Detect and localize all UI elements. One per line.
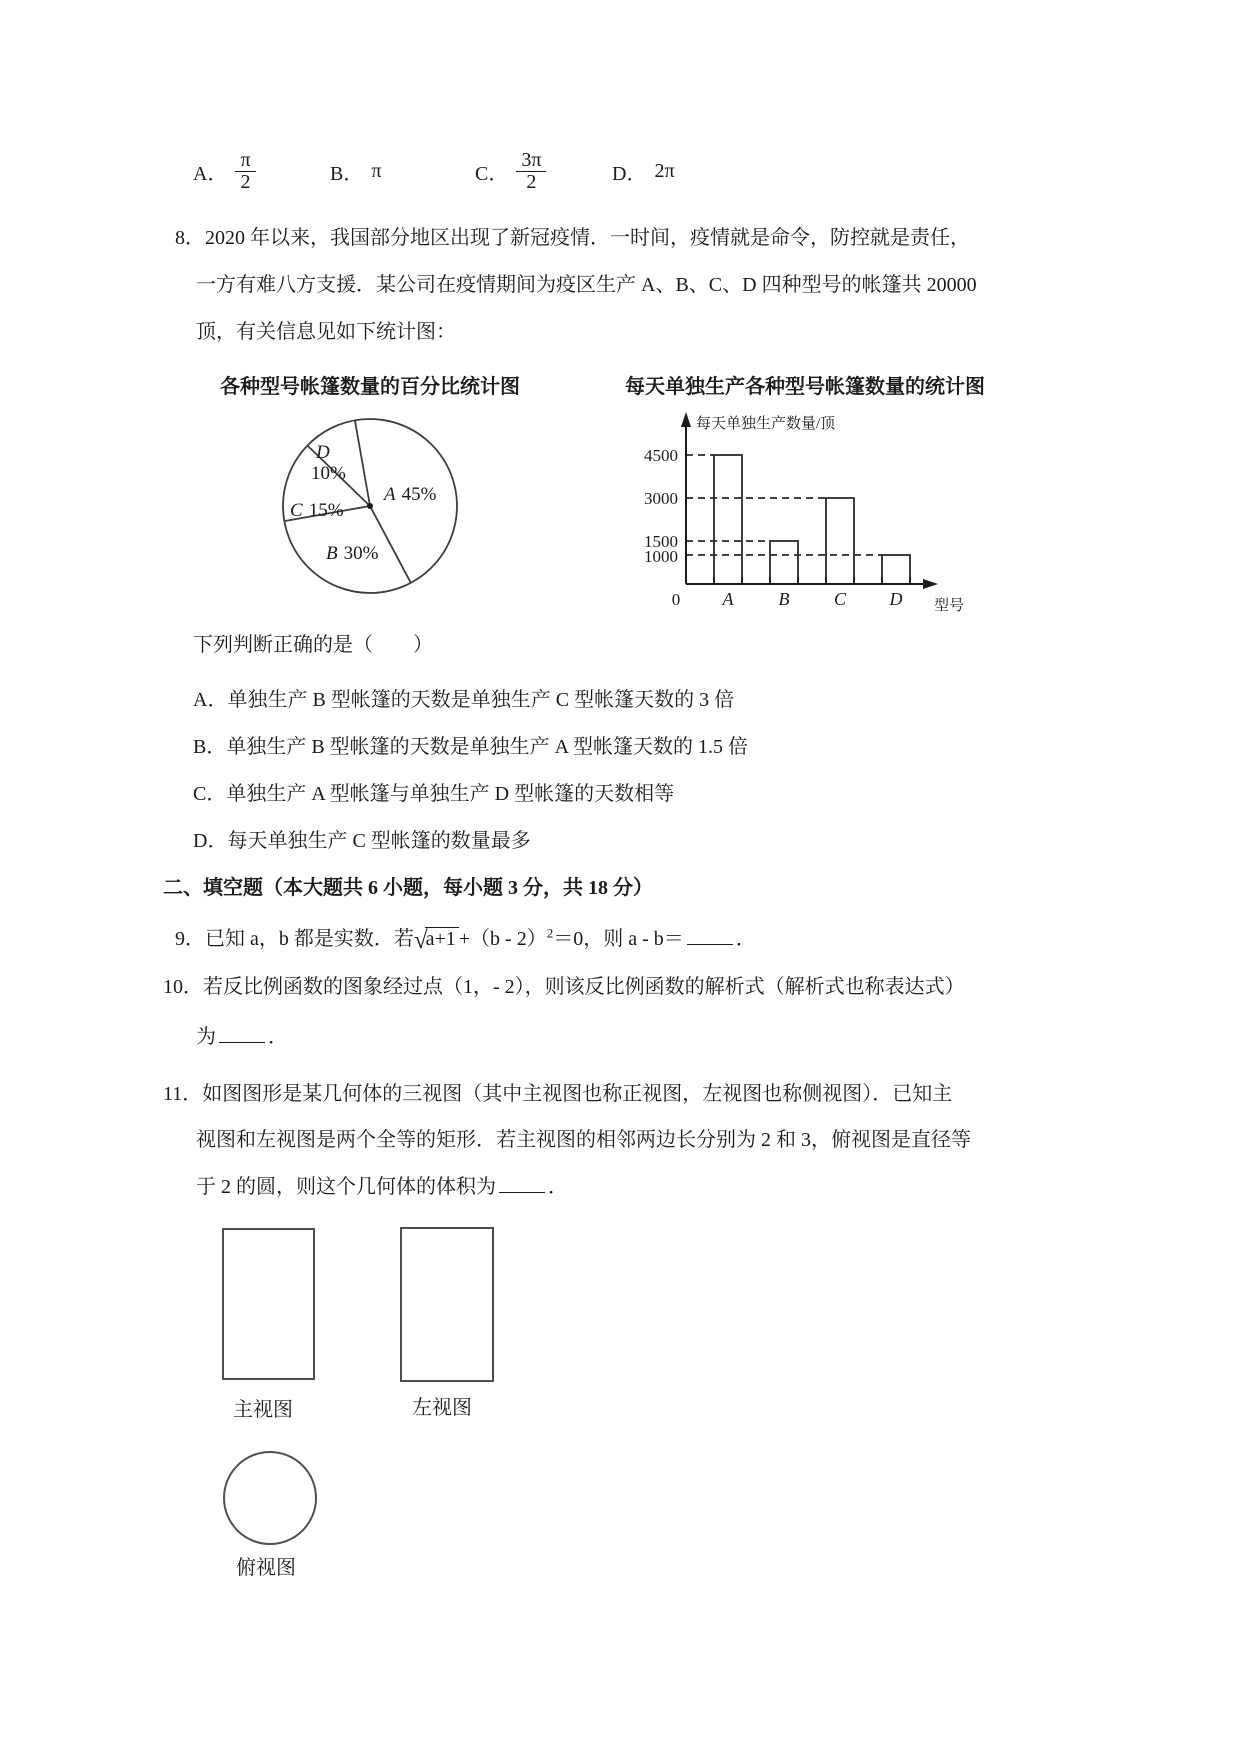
- fraction-pi-over-2: [235, 150, 255, 193]
- x-axis-arrow: [923, 579, 938, 589]
- xcat-b: B: [778, 589, 790, 609]
- q11-text-1: 如图图形是某几何体的三视图（其中主视图也称正视图，左视图也称侧视图）．已知主: [202, 1083, 953, 1105]
- question-9: [175, 925, 756, 956]
- q10-text-end: ．: [268, 1026, 288, 1048]
- q8-prompt: 下列判断正确的是（ ）: [193, 634, 433, 656]
- section-2-header: 二、填空题（本大题共 6 小题，每小题 3 分，共 18 分）: [163, 877, 653, 899]
- q11-text-end: ．: [548, 1176, 568, 1198]
- bar-b: [770, 541, 798, 584]
- xcat-a: A: [722, 589, 734, 609]
- bar-x-axis-label: 型号: [934, 598, 965, 614]
- side-view-label: 左视图: [412, 1397, 472, 1419]
- q10-text-2: 为: [196, 1026, 216, 1048]
- y-axis-arrow: [681, 412, 691, 427]
- q7-option-c: [475, 143, 546, 199]
- q7-option-a-label: A．: [193, 162, 228, 185]
- bar-a: [714, 455, 742, 584]
- origin-label: 0: [671, 590, 681, 609]
- fraction-denominator: 2: [526, 170, 537, 193]
- pie-chart: [270, 400, 470, 610]
- fraction-denominator: 2: [240, 170, 251, 193]
- pie-label-d-pct: 10%: [311, 463, 346, 484]
- q7-option-b: [330, 143, 381, 199]
- ytick-1500: 1500: [644, 532, 678, 551]
- pie-label-b: B 30%: [326, 543, 379, 564]
- radical-sign: √: [413, 927, 426, 954]
- sqrt-expression: [414, 925, 459, 956]
- q9-text-pre: 已知 a，b 都是实数．若: [205, 928, 414, 950]
- q8-line-1: [175, 226, 970, 251]
- q8-line-2: 一方有难八方支援．某公司在疫情期间为疫区生产 A、B、C、D 四种型号的帐篷共 20000: [196, 274, 977, 296]
- q11-line-2: 视图和左视图是两个全等的矩形．若主视图的相邻两边长分别为 2 和 3，俯视图是直径等: [196, 1129, 971, 1151]
- top-view-label: 俯视图: [236, 1557, 296, 1579]
- xcat-c: C: [833, 589, 847, 609]
- pie-chart-title: 各种型号帐篷数量的百分比统计图: [220, 376, 520, 398]
- q8-option-a: A．单独生产 B 型帐篷的天数是单独生产 C 型帐篷天数的 3 倍: [193, 689, 735, 711]
- q10-number: 10．: [163, 976, 203, 998]
- bar-c: [826, 498, 854, 584]
- q9-text-end: ．: [735, 928, 756, 950]
- ytick-3000: 3000: [644, 489, 678, 508]
- pie-label-a: A 45%: [384, 484, 437, 505]
- front-view-rectangle: [222, 1228, 315, 1380]
- q11-answer-blank: [499, 1187, 545, 1193]
- pie-label-d: D: [316, 442, 330, 463]
- bar-chart-title: 每天单独生产各种型号帐篷数量的统计图: [625, 376, 985, 398]
- pie-label-c: C 15%: [290, 500, 344, 521]
- fraction-numerator: 3π: [516, 150, 546, 172]
- q8-option-b: B．单独生产 B 型帐篷的天数是单独生产 A 型帐篷天数的 1.5 倍: [193, 736, 749, 758]
- q7-option-b-label: B．: [330, 162, 364, 185]
- q9-exponent: 2: [546, 925, 554, 941]
- q11-text-3: 于 2 的圆，则这个几何体的体积为: [196, 1176, 496, 1198]
- fraction-3pi-over-2: [516, 150, 546, 193]
- q11-number: 11．: [163, 1083, 203, 1105]
- ytick-4500: 4500: [644, 446, 678, 465]
- q7-option-d: [612, 143, 675, 199]
- q9-text-mid: +（b - 2）: [458, 928, 547, 950]
- q8-text-1: 2020 年以来，我国部分地区出现了新冠疫情．一时间，疫情就是命令，防控就是责任，: [205, 227, 970, 249]
- q10-line-1: [163, 975, 965, 1000]
- q9-answer-blank: [687, 939, 733, 945]
- bar-chart: [590, 360, 980, 615]
- q10-line-2: [196, 1025, 288, 1050]
- q7-option-c-label: C．: [475, 162, 509, 185]
- q10-text-1: 若反比例函数的图象经过点（1，- 2），则该反比例函数的解析式（解析式也称表达式）: [203, 976, 965, 998]
- q8-number: 8．: [175, 227, 205, 249]
- q10-answer-blank: [219, 1037, 265, 1043]
- q7-option-d-label: D．: [612, 162, 647, 185]
- bar-y-axis-label: 每天单独生产数量/顶: [696, 416, 836, 432]
- q11-line-1: [163, 1082, 952, 1107]
- side-view-rectangle: [400, 1227, 494, 1382]
- q7-option-b-value: π: [371, 159, 382, 182]
- xcat-d: D: [889, 589, 903, 609]
- bar-d: [882, 555, 910, 584]
- q8-option-c: C．单独生产 A 型帐篷与单独生产 D 型帐篷的天数相等: [193, 783, 675, 805]
- q8-line-3: 顶，有关信息见如下统计图：: [196, 321, 456, 343]
- q11-line-3: [196, 1175, 568, 1200]
- q7-option-d-value: 2π: [654, 159, 675, 182]
- q8-option-d: D．每天单独生产 C 型帐篷的数量最多: [193, 830, 531, 852]
- radicand: a+1: [425, 927, 459, 950]
- front-view-label: 主视图: [233, 1399, 293, 1421]
- top-view-circle: [223, 1451, 317, 1545]
- ytick-1000: 1000: [644, 547, 678, 566]
- q7-option-a: [193, 143, 256, 199]
- q9-text-post: ＝0，则 a - b＝: [553, 928, 684, 950]
- fraction-numerator: π: [235, 150, 255, 172]
- pie-center-dot: [367, 503, 373, 509]
- q9-number: 9．: [175, 928, 205, 950]
